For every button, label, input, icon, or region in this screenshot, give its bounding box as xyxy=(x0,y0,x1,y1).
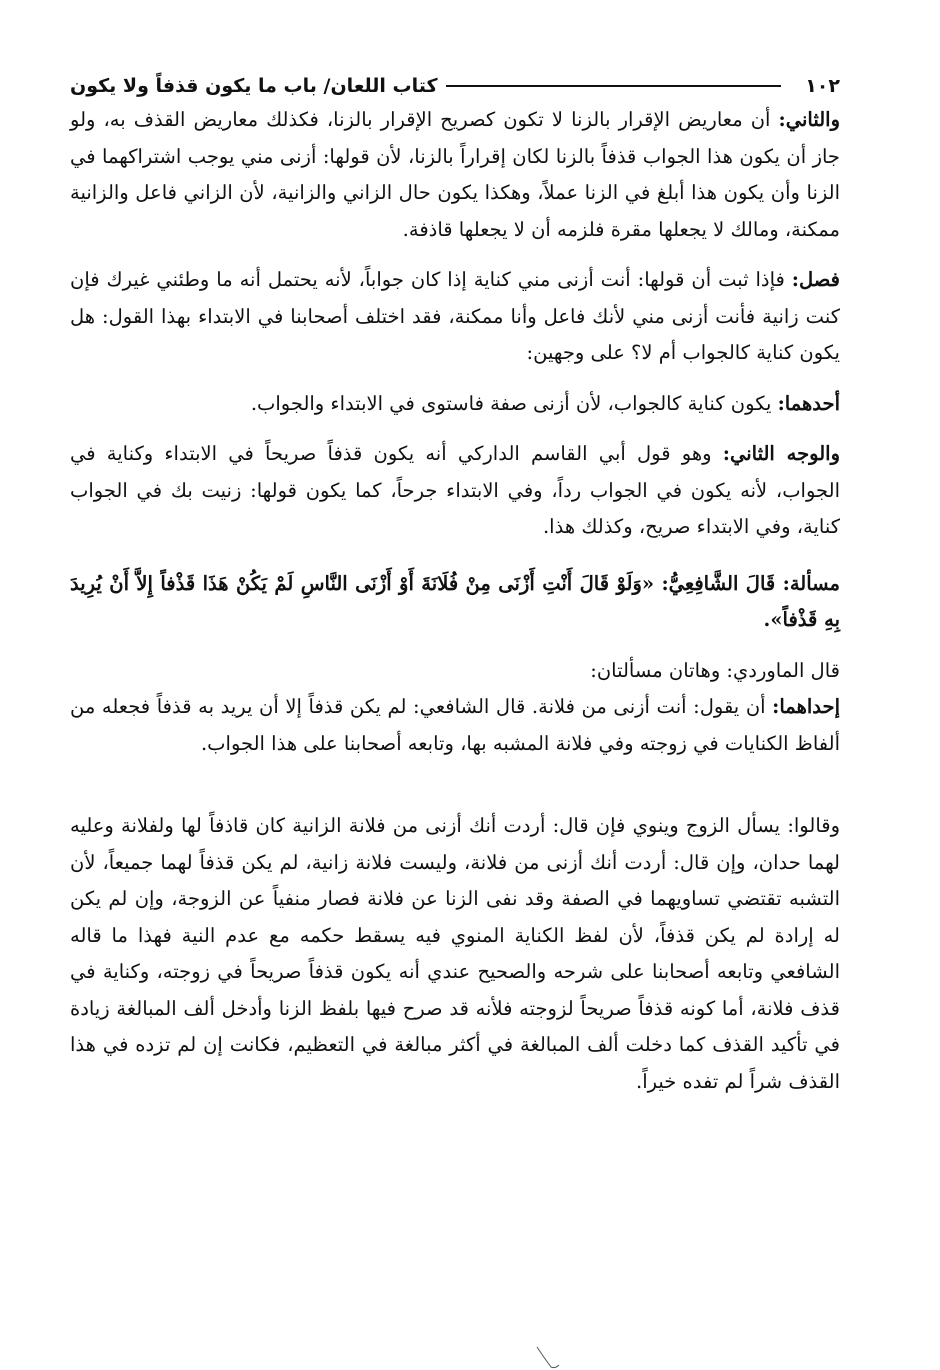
scan-mark xyxy=(535,1345,565,1370)
paragraph-first-view xyxy=(70,386,840,423)
paragraph-text: قال الماوردي: وهاتان مسألتان: xyxy=(590,658,840,682)
book-page xyxy=(70,70,840,1100)
paragraph-lead: أحدهما: xyxy=(777,391,840,415)
spacer xyxy=(70,372,840,386)
paragraph-lead: إحداهما: xyxy=(772,695,840,718)
spacer xyxy=(70,762,840,808)
spacer xyxy=(70,639,840,653)
paragraph-second-argument xyxy=(70,102,840,248)
paragraph-lead: مسألة: قَالَ الشَّافِعِيُّ: xyxy=(661,571,840,595)
paragraph-lead: فصل: xyxy=(791,268,840,291)
paragraph-text: وقالوا: يسأل الزوج وينوي فإن قال: أردت أنك أزنى من فلانة الزانية كان قاذفاً لها ولفلانة وعليه لهما حدان، وإن قال: أردت أنك أزنى من فلانة، وليست فلانة زانية، لم يكن قذفاً لهما جميعاً، لأن التشبه تقتضي تساويهما في الصفة وقد نفى الزنا عن فلانة فصار منفياً عن الزوجة، وإن لم يكن له إرادة لم يكن قذفاً، لأن لفظ الكناية المنوي فيه يسقط حكمه مع عدم النية فهذا ما قاله الشافعي وتابعه أصحابنا على شرحه والصحيح عندي أنه يكون قذفاً صريحاً في زوجته، وكناية في قذف فلانة، أما كونه قذفاً صريحاً لزوجته فلأنه قد صرح فيها بلفظ الزنا وأدخل ألف المبالغة زيادة في تأكيد القذف كما دخلت ألف المبالغة في أكثر مبالغة في التعظيم، فكانت إن لم تزده في هذا القذف شراً لم تفده خيراً. xyxy=(70,814,840,1093)
paragraph-they-said xyxy=(70,808,840,1100)
paragraph-text: فإذا ثبت أن قولها: أنت أزنى مني كناية إذا كان جواباً، لأنه يحتمل أنه ما وطئني غيرك فإن كنت زانية فأنت أزنى مني لأنك فاعل وأنا ممكنة، فقد اختلف أصحابنا في الابتداء بهذا القول: هل يكون كناية كالجواب أم لا؟ على وجهين: xyxy=(70,268,840,364)
running-title: كتاب اللعان/ باب ما يكون قذفاً ولا يكون xyxy=(70,75,438,97)
paragraph-text: أن يقول: أنت أزنى من فلانة. قال الشافعي: لم يكن قذفاً إلا أن يريد به قذفاً فجعله من ألفاظ الكنايات في زوجته وفي فلانة المشبه بها، وتابعه أصحابنا على هذا الجواب. xyxy=(70,695,840,755)
page-header xyxy=(70,70,840,102)
paragraph-mawardi xyxy=(70,653,840,690)
paragraph-text: يكون كناية كالجواب، لأن أزنى صفة فاستوى في الابتداء والجواب. xyxy=(250,391,778,415)
page-number: ١٠٢ xyxy=(805,75,840,97)
shafii-quote: «وَلَوْ قَالَ أَنْتِ أَزْنَى مِنْ فُلَانَةَ أَوْ أَزْنَى النَّاسِ لَمْ يَكُنْ هَذَا قَذْفاً إِلاَّ أَنْ يُرِيدَ بِهِ قَذْفاً». xyxy=(70,571,840,631)
paragraph-text: وهو قول أبي القاسم الداركي أنه يكون قذفاً صريحاً في الابتداء وكناية في الجواب، لأنه يكون في الجواب رداً، وفي الابتداء جرحاً، كما يكون قولها: زنيت بك في الجواب كناية، وفي الابتداء صريح، وكذلك هذا. xyxy=(70,442,840,538)
paragraph-fasl xyxy=(70,262,840,372)
paragraph-lead: والثاني: xyxy=(778,108,840,131)
paragraph-second-view xyxy=(70,436,840,546)
paragraph-masala xyxy=(70,566,840,639)
spacer xyxy=(70,546,840,566)
paragraph-text: أن معاريض الإقرار بالزنا لا تكون كصريح الإقرار بالزنا، فكذلك معاريض القذف به، ولو جاز أن يكون هذا الجواب قذفاً بالزنا لكان إقراراً بالزنا، لأن قولها: أزنى مني يوجب اشتراكهما في الزنا وأن يكون هذا أبلغ في الزنا عملاً، وهكذا يكون حال الزاني والزانية، لأن الزاني فاعل والزانية ممكنة، ومالك لا يجعلها مقرة فلزمه أن لا يجعلها قاذفة. xyxy=(70,108,840,241)
spacer xyxy=(70,422,840,436)
paragraph-first-issue xyxy=(70,689,840,762)
spacer xyxy=(70,248,840,262)
paragraph-lead: والوجه الثاني: xyxy=(722,442,840,465)
header-rule xyxy=(446,85,782,87)
